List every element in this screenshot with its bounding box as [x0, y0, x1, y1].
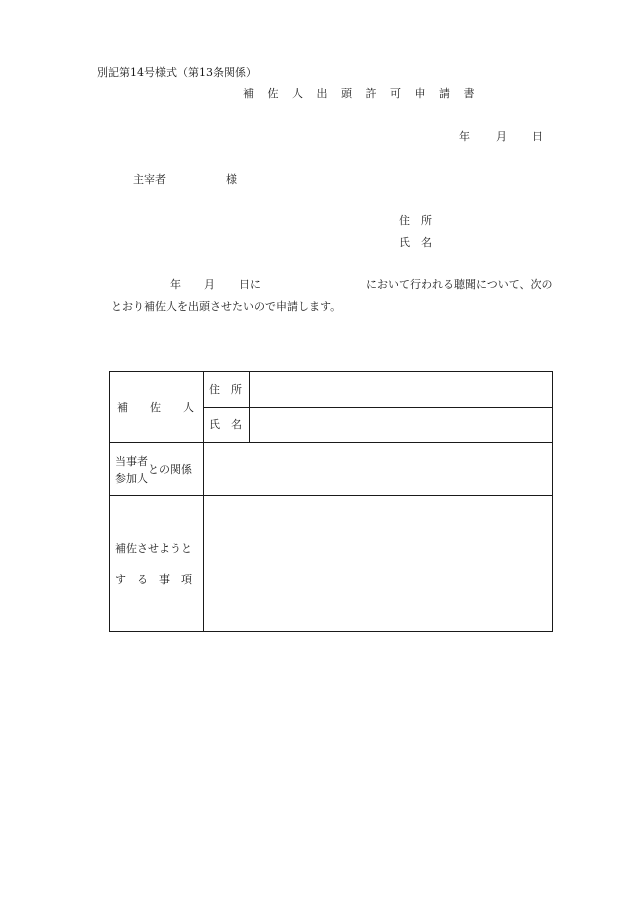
- applicant-name-label: 氏 名: [399, 236, 432, 249]
- relation-top-label: 当事者: [115, 455, 148, 468]
- matter-label-line2: す る 事 項: [115, 573, 192, 586]
- relation-suffix-label: との関係: [148, 463, 192, 476]
- hosanin-label: 補 佐 人: [117, 401, 194, 414]
- date-year-label: 年: [459, 130, 470, 143]
- date-month-label: 月: [496, 130, 507, 143]
- applicant-address-label: 住 所: [399, 214, 432, 227]
- body-day-label: 日に: [239, 278, 261, 291]
- table-divider-row3: [110, 495, 552, 496]
- date-day-label: 日: [532, 130, 543, 143]
- table-divider-col1: [203, 372, 204, 631]
- body-line1-rest: において行われる聴聞について、次の: [366, 278, 553, 291]
- body-month-label: 月: [204, 278, 215, 291]
- hosanin-name-label: 氏 名: [209, 418, 242, 431]
- body-year-label: 年: [170, 278, 181, 291]
- body-line2: とおり補佐人を出頭させたいので申請します。: [111, 300, 342, 313]
- addressee-role: 主宰者: [133, 173, 166, 186]
- table-divider-row1: [203, 407, 552, 408]
- application-table: [109, 371, 553, 632]
- document-title: 補 佐 人 出 頭 許 可 申 請 書: [243, 87, 480, 100]
- addressee-honorific: 様: [226, 173, 237, 186]
- table-divider-row2: [110, 442, 552, 443]
- form-reference: 別記第14号様式（第13条関係）: [97, 66, 257, 79]
- matter-label-line1: 補佐させようと: [115, 542, 192, 555]
- hosanin-address-label: 住 所: [209, 383, 242, 396]
- relation-bottom-label: 参加人: [115, 472, 148, 485]
